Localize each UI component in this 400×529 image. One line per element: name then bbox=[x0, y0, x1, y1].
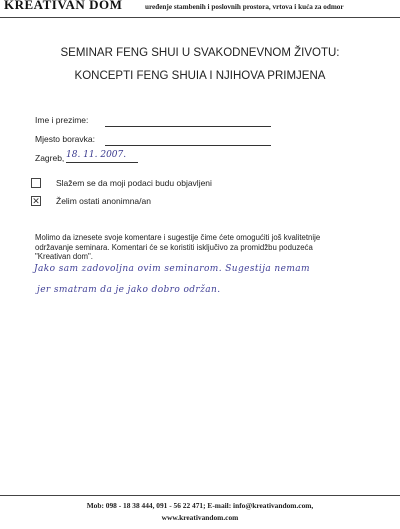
residence-label: Mjesto boravka: bbox=[35, 134, 95, 144]
header-divider bbox=[0, 17, 400, 18]
date-value[interactable]: 18. 11. 2007. bbox=[66, 150, 127, 160]
residence-field[interactable] bbox=[105, 145, 271, 146]
checked-mark-icon: ✕ bbox=[32, 196, 40, 206]
comment-instructions bbox=[35, 233, 355, 262]
seminar-subtitle: KONCEPTI FENG SHUIA I NJIHOVA PRIMJENA bbox=[74, 70, 326, 82]
comment-line[interactable]: Jako sam zadovoljna ovim seminarom. Sugestija nemam bbox=[34, 264, 310, 274]
publish-consent-checkbox[interactable] bbox=[31, 178, 41, 188]
footer-website[interactable]: www.kreativandom.com bbox=[161, 513, 239, 522]
company-logo: KREATIVAN DOM bbox=[4, 0, 123, 12]
footer-divider bbox=[0, 495, 400, 496]
date-label: Zagreb, bbox=[35, 153, 65, 163]
name-field[interactable] bbox=[105, 126, 271, 127]
comment-line[interactable]: jer smatram da je jako dobro održan. bbox=[37, 285, 221, 295]
name-label: Ime i prezime: bbox=[35, 115, 89, 125]
instructions-line: "Kreativan dom". bbox=[35, 252, 93, 261]
anonymous-checkbox[interactable] bbox=[31, 196, 41, 206]
instructions-line: održavanje seminara. Komentari će se koristiti isključivo za promidžbu poduzeća bbox=[35, 242, 313, 252]
anonymous-label: Želim ostati anonimna/an bbox=[56, 196, 151, 206]
publish-consent-label: Slažem se da moji podaci budu objavljeni bbox=[56, 178, 212, 188]
date-field bbox=[66, 162, 138, 163]
footer-contacts: Mob: 098 - 18 38 444, 091 - 56 22 471; E-mail: info@kreativandom.com, bbox=[86, 501, 314, 510]
seminar-title: SEMINAR FENG SHUI U SVAKODNEVNOM ŽIVOTU: bbox=[60, 47, 340, 59]
company-tagline: uređenje stambenih i poslovnih prostora, vrtova i kuća za odmor bbox=[145, 3, 344, 11]
instructions-line: Molimo da iznesete svoje komentare i sugestije čime ćete omogućiti još kvalitetnije bbox=[35, 233, 321, 242]
